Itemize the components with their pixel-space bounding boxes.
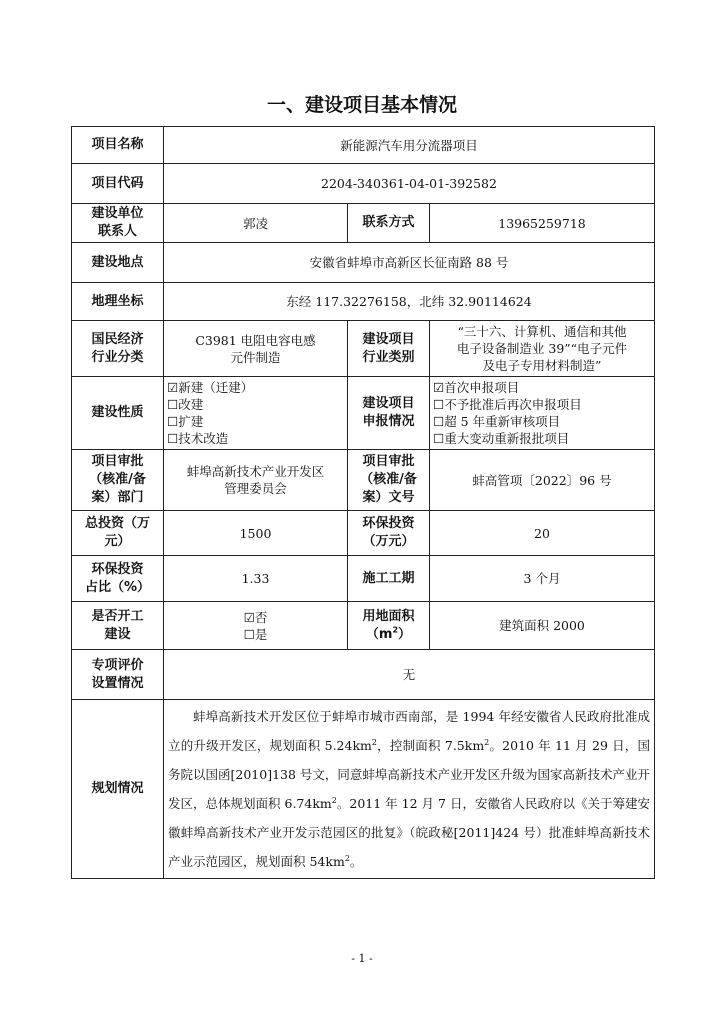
label-investment: 总投资（万 元） (72, 511, 164, 556)
value-construction-period: 3 个月 (430, 556, 655, 602)
label-phone: 联系方式 (348, 204, 430, 243)
label-env-ratio: 环保投资 占比（%） (72, 556, 164, 602)
checkbox-yes[interactable]: ☐是 (243, 626, 268, 642)
checkbox-rebuild[interactable]: ☐改建 (167, 397, 204, 412)
row-planning (72, 700, 655, 879)
label-contact: 建设单位 联系人 (72, 204, 164, 243)
value-special: 无 (164, 650, 655, 700)
label-industry: 国民经济 行业分类 (72, 321, 164, 377)
planning-text-2: ，控制面积 7.5km (376, 738, 485, 753)
planning-text-4: 。2011 年 12 月 7 日，安徽省人民政府以《关于筹建安徽蚌埠高新技术产业开发示范园区的批复》（皖政秘[2011]424 号）批准蚌埠高新技术产业示范园区，规划面积 54km (168, 796, 651, 869)
label-land-area-close: ） (398, 626, 412, 642)
checkbox-major-change[interactable]: ☐重大变动重新报批项目 (433, 431, 570, 446)
label-env-investment: 环保投资 （万元） (348, 511, 430, 556)
row-ratio (72, 556, 655, 602)
row-coords (72, 283, 655, 321)
label-land-area (348, 602, 430, 650)
checkbox-reapply[interactable]: ☐不予批准后再次申报项目 (433, 397, 582, 412)
page-title: 一、建设项目基本情况 (266, 94, 457, 116)
label-planning: 规划情况 (72, 700, 164, 879)
value-approval-doc: 蚌高管项〔2022〕96 号 (430, 450, 655, 511)
label-land-area-text: 用地面积 （m (362, 608, 415, 642)
row-investment (72, 511, 655, 556)
value-planning (164, 700, 655, 879)
checkbox-no[interactable]: ☑否 (243, 609, 268, 625)
row-special (72, 650, 655, 700)
value-project-code: 2204-340361-04-01-392582 (164, 164, 655, 204)
row-nature (72, 377, 655, 450)
label-project-code: 项目代码 (72, 164, 164, 204)
label-started: 是否开工 建设 (72, 602, 164, 650)
checkbox-tech[interactable]: ☐技术改造 (167, 431, 229, 446)
label-project-name: 项目名称 (72, 127, 164, 164)
planning-sup-2: 2 (484, 737, 490, 747)
value-industry: C3981 电阻电容电感 元件制造 (164, 321, 348, 377)
row-project-code (72, 164, 655, 204)
value-contact: 郭凌 (164, 204, 348, 243)
checkbox-expand[interactable]: ☐扩建 (167, 414, 204, 429)
nature-options (164, 377, 348, 450)
row-project-name (72, 127, 655, 164)
label-industry-category: 建设项目 行业类别 (348, 321, 430, 377)
value-env-ratio: 1.33 (164, 556, 348, 602)
value-land-area: 建筑面积 2000 (430, 602, 655, 650)
planning-text-5: 。 (349, 854, 363, 869)
planning-text-3: 。2010 年 11 月 29 日，国务院以国函[2010]138 号文，同意蚌埠高新技术产业开发区升级为国家高新技术产业开发区，总体规划面积 6.74km (168, 738, 650, 811)
label-special: 专项评价 设置情况 (72, 650, 164, 700)
value-project-name: 新能源汽车用分流器项目 (164, 127, 655, 164)
label-approval-dept: 项目审批 （核准/备 案）部门 (72, 450, 164, 511)
planning-sup-4: 2 (344, 853, 350, 863)
started-options (164, 602, 348, 650)
label-location: 建设地点 (72, 243, 164, 283)
application-options (430, 377, 655, 450)
label-approval-doc: 项目审批 （核准/备 案）文号 (348, 450, 430, 511)
value-investment: 1500 (164, 511, 348, 556)
value-phone: 13965259718 (430, 204, 655, 243)
label-application: 建设项目 申报情况 (348, 377, 430, 450)
planning-text-1: 蚌埠高新技术开发区位于蚌埠市城市西南部，是 1994 年经安徽省人民政府批准成立的升级开发区，规划面积 5.24km (168, 709, 650, 753)
checkbox-first[interactable]: ☑首次申报项目 (433, 380, 520, 395)
row-industry (72, 321, 655, 377)
planning-sup-3: 2 (331, 795, 337, 805)
value-env-investment: 20 (430, 511, 655, 556)
project-info-table (71, 126, 655, 879)
value-coords: 东经 117.32276158，北纬 32.90114624 (164, 283, 655, 321)
label-nature: 建设性质 (72, 377, 164, 450)
label-coords: 地理坐标 (72, 283, 164, 321)
row-contact (72, 204, 655, 243)
label-land-area-sup: 2 (392, 625, 399, 635)
checkbox-recheck[interactable]: ☐超 5 年重新审核项目 (433, 414, 561, 429)
row-location (72, 243, 655, 283)
value-location: 安徽省蚌埠市高新区长征南路 88 号 (164, 243, 655, 283)
label-construction-period: 施工工期 (348, 556, 430, 602)
row-started (72, 602, 655, 650)
page-number: - 1 - (351, 952, 373, 965)
planning-sup-1: 2 (371, 737, 377, 747)
row-approval (72, 450, 655, 511)
value-industry-category: “三十六、计算机、通信和其他 电子设备制造业 39”“电子元件 及电子专用材料制造” (430, 321, 655, 377)
value-approval-dept: 蚌埠高新技术产业开发区 管理委员会 (164, 450, 348, 511)
checkbox-new[interactable]: ☑新建（迁建） (167, 380, 254, 395)
